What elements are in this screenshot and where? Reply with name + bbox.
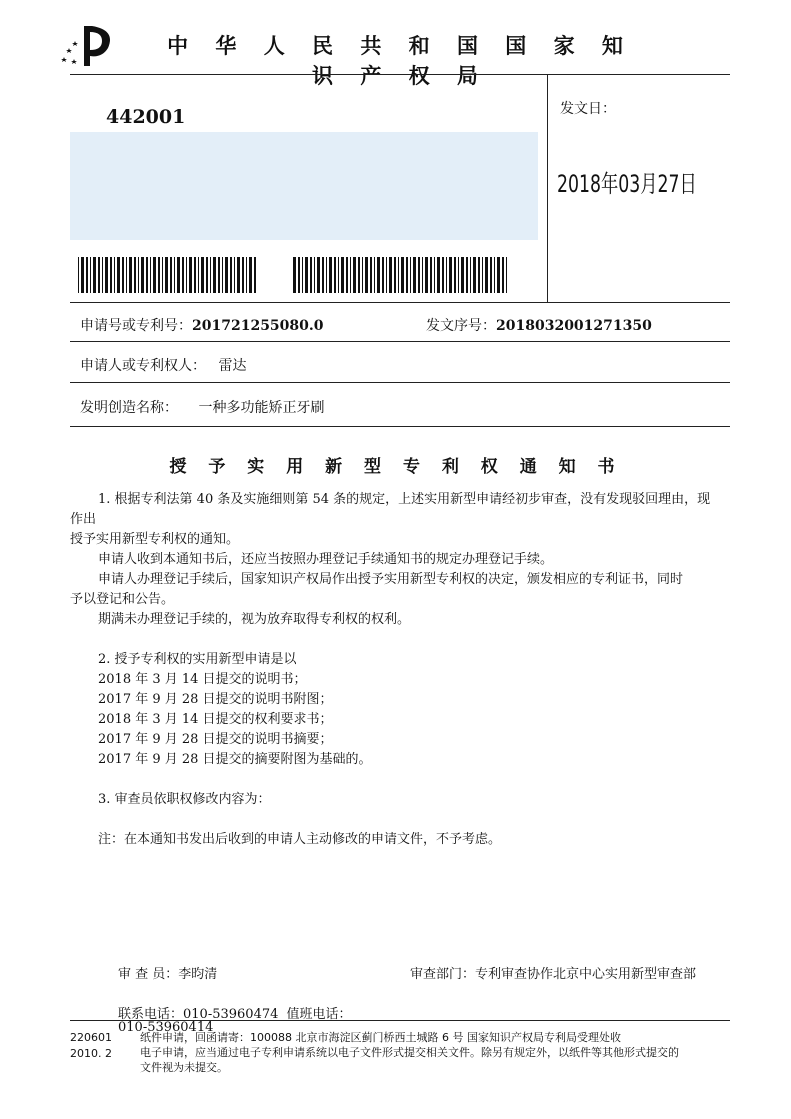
- application-number-row: [80, 315, 324, 335]
- invention-row: [80, 397, 324, 417]
- section-2-line-3: 2018 年 3 月 14 日提交的权利要求书；: [98, 712, 333, 727]
- department-row: [410, 963, 696, 982]
- footer-notes: [140, 1030, 730, 1075]
- applicant-label: 申请人或专利权人：: [80, 358, 206, 374]
- section-2-line-1: 2018 年 3 月 14 日提交的说明书；: [98, 672, 307, 687]
- examiner-label: 审 查 员：: [118, 967, 179, 982]
- footer-note-2: 电子申请，应当通过电子专利申请系统以电子文件形式提交相关文件。除另有规定外，以纸件等其他形式提交的: [140, 1046, 679, 1059]
- invention-name: 一种多功能矫正牙刷: [198, 400, 325, 416]
- header-divider: [70, 74, 730, 75]
- field-divider-2: [70, 382, 730, 383]
- barcode-left: [78, 257, 256, 293]
- section-2-line-2: 2017 年 9 月 28 日提交的说明书附图；: [98, 692, 333, 707]
- phone-label: 联系电话：: [118, 1007, 184, 1022]
- phone-number: 010-53960474: [183, 1007, 279, 1022]
- document-number-row: [426, 315, 652, 335]
- paragraph-1a: 1. 根据专利法第 40 条及实施细则第 54 条的规定，上述实用新型申请经初步审查，没有发现驳回理由，现作出: [70, 492, 711, 527]
- org-title: 中 华 人 民 共 和 国 国 家 知 识 产 权 局: [167, 34, 633, 88]
- paragraph-3b: 予以登记和公告。: [70, 592, 175, 607]
- applicant-name: 雷达: [218, 358, 247, 374]
- paragraph-4: 期满未办理登记手续的，视为放弃取得专利权的权利。: [98, 612, 411, 627]
- paragraph-3a: 申请人办理登记手续后，国家知识产权局作出授予实用新型专利权的决定，颁发相应的专利证书，同时: [98, 572, 684, 587]
- invention-label: 发明创造名称：: [80, 400, 178, 416]
- examiner-row: [118, 963, 217, 982]
- paragraph-1b: 授予实用新型专利权的通知。: [70, 532, 240, 547]
- paragraph-2: 申请人收到本通知书后，还应当按照办理登记手续通知书的规定办理登记手续。: [98, 552, 554, 567]
- recipient-code: 442001: [106, 106, 186, 128]
- cnipa-emblem-icon: [58, 22, 120, 68]
- form-code: 220601: [70, 1031, 112, 1044]
- field-divider-3: [70, 426, 730, 427]
- form-year: 2010. 2: [70, 1047, 112, 1060]
- department-name: 专利审查协作北京中心实用新型审查部: [475, 967, 697, 982]
- document-number-label: 发文序号：: [426, 318, 496, 334]
- recipient-address-box: [70, 132, 538, 240]
- duty-phone-number: 010-53960414: [118, 1020, 214, 1035]
- footer-note-1: 纸件申请，回函请寄：100088 北京市海淀区蓟门桥西土城路 6 号 国家知识产权局专利局受理处收: [140, 1031, 621, 1044]
- send-date-value: 2018年03月27日: [557, 170, 697, 198]
- application-number-label: 申请号或专利号：: [80, 318, 192, 334]
- section-2-line-5: 2017 年 9 月 28 日提交的摘要附图为基础的。: [98, 752, 372, 767]
- date-column-divider: [547, 74, 548, 302]
- section-2-title: 2. 授予专利权的实用新型申请是以: [98, 652, 297, 667]
- notice-title: 授 予 实 用 新 型 专 利 权 通 知 书: [169, 457, 623, 477]
- application-number: 201721255080.0: [192, 318, 324, 334]
- send-date-label: 发文日：: [560, 101, 616, 117]
- section-3-title: 3. 审查员依职权修改内容为：: [98, 792, 271, 807]
- department-label: 审查部门：: [410, 967, 476, 982]
- section-2-line-4: 2017 年 9 月 28 日提交的说明书摘要；: [98, 732, 333, 747]
- document-number: 2018032001271350: [496, 318, 652, 334]
- address-divider: [70, 302, 730, 303]
- barcode-right: [293, 257, 508, 293]
- footer-note-3: 文件视为未提交。: [140, 1061, 228, 1074]
- duty-phone-label: 值班电话：: [286, 1007, 352, 1022]
- notice-note: 注：在本通知书发出后收到的申请人主动修改的申请文件，不予考虑。: [98, 832, 502, 847]
- notice-body: [70, 490, 720, 850]
- examiner-name: 李昀清: [178, 967, 218, 982]
- field-divider-1: [70, 341, 730, 342]
- applicant-row: [80, 355, 246, 375]
